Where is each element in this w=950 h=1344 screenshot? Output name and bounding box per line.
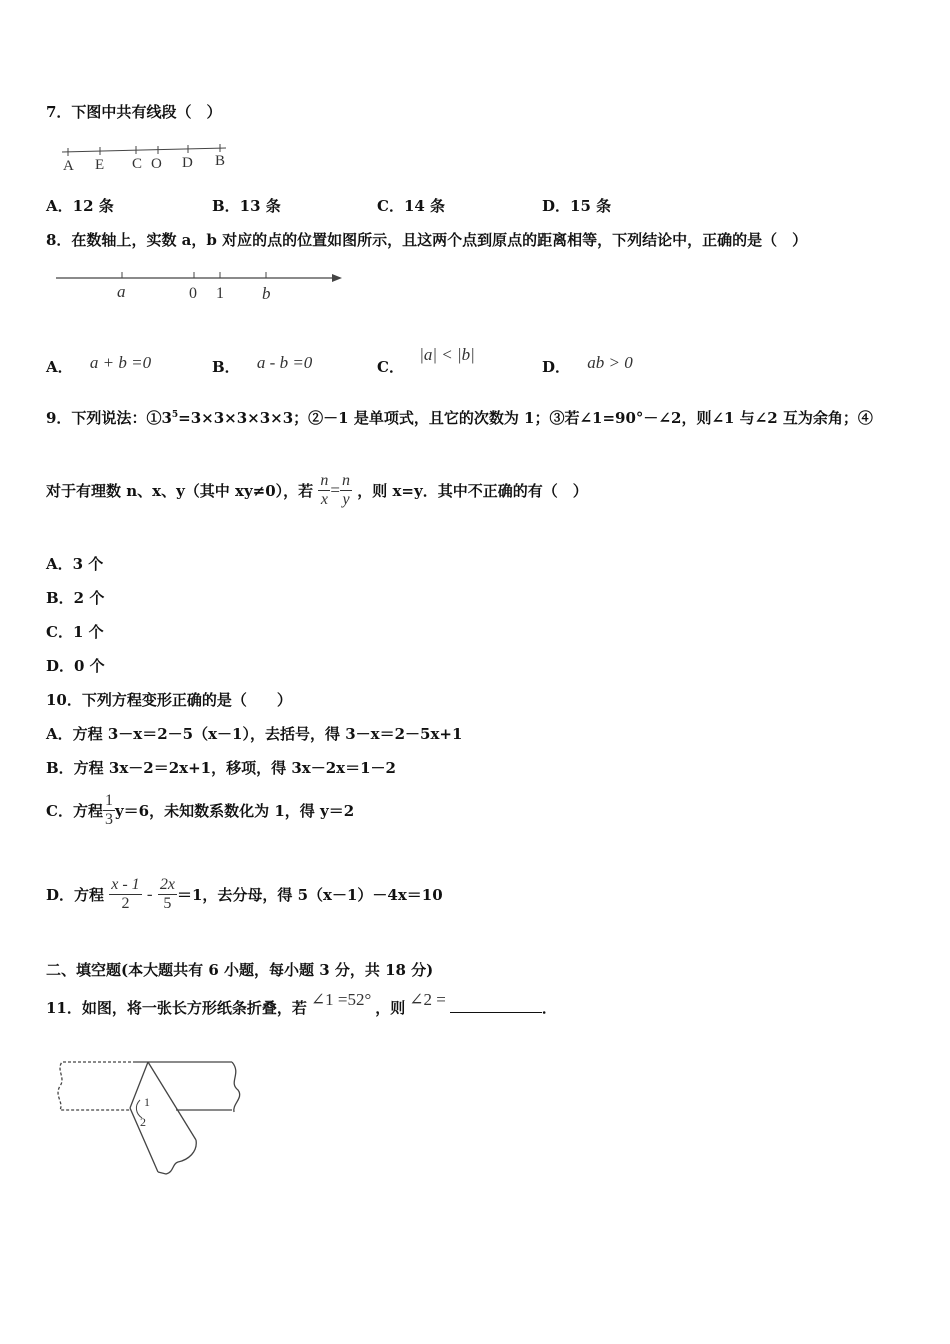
q8-option-b-expr: a - b =0 bbox=[256, 353, 313, 372]
q7-point-c: C bbox=[132, 156, 143, 172]
q10-option-a: A．方程 3－x＝2－5（x－1），去括号，得 3－x＝2－5x+1 bbox=[46, 725, 463, 743]
q10-option-c-b: y＝6，未知数系数化为 1，得 y＝2 bbox=[114, 802, 355, 820]
q8-option-d-expr: ab > 0 bbox=[587, 353, 633, 372]
q10-option-c-fraction bbox=[103, 792, 115, 829]
q11-angle1: ∠1 =52° bbox=[310, 990, 372, 1009]
q11-angle2: ∠2 = bbox=[409, 990, 446, 1009]
q8-label-a: a bbox=[117, 282, 126, 301]
q10-option-d-a: D．方程 bbox=[46, 886, 105, 904]
q9-stem-part1: 9．下列说法：①3 bbox=[46, 409, 172, 427]
q10-option-d-fraction1 bbox=[109, 876, 141, 913]
q8-option-a-expr: a + b =0 bbox=[89, 353, 152, 372]
q10-option-d bbox=[46, 876, 443, 913]
q7-segment-figure bbox=[58, 144, 238, 176]
q8-option-c-expr: |a| < |b| bbox=[419, 345, 475, 364]
q8-number-line bbox=[52, 266, 347, 306]
q7-option-a: A．12 条 bbox=[46, 197, 114, 215]
q8-option-d-label: D． bbox=[542, 358, 571, 376]
q9-option-d: D．0 个 bbox=[46, 657, 105, 675]
q9-fraction-n-over-x bbox=[318, 472, 330, 509]
q8-option-a bbox=[46, 353, 152, 377]
q9-stem-line1 bbox=[46, 407, 873, 428]
q9-option-c: C．1 个 bbox=[46, 623, 104, 641]
q9-equals: = bbox=[330, 480, 341, 500]
q7-option-c: C．14 条 bbox=[377, 197, 446, 215]
q7-point-a: A bbox=[63, 158, 74, 174]
q8-option-b-label: B． bbox=[212, 358, 240, 376]
q9-frac2-num: n bbox=[342, 472, 351, 489]
q9-stem-line2-b: ，则 x=y．其中不正确的有（ ） bbox=[357, 482, 588, 500]
q10-option-c-den: 3 bbox=[104, 811, 113, 828]
q9-stem-part2: =3×3×3×3×3；②－1 是单项式，且它的次数为 1；③若∠1=90°－∠2，则∠1 与∠2 互为余角；④ bbox=[178, 409, 873, 427]
q10-option-d-minus: - bbox=[146, 884, 153, 904]
q10-option-d-f1-num: x - 1 bbox=[111, 876, 140, 893]
q8-option-d bbox=[542, 353, 633, 377]
q9-option-a: A．3 个 bbox=[46, 555, 104, 573]
q7-point-d: D bbox=[182, 155, 193, 171]
q9-stem-line2-a: 对于有理数 n、x、y（其中 xy≠0），若 bbox=[46, 482, 314, 500]
q10-option-d-f2-num: 2x bbox=[159, 876, 175, 893]
q7-option-d: D．15 条 bbox=[542, 197, 612, 215]
q10-option-b: B．方程 3x－2＝2x+1，移项，得 3x－2x＝1－2 bbox=[46, 759, 396, 777]
q9-frac2-den: y bbox=[342, 491, 350, 508]
q8-label-b: b bbox=[262, 284, 271, 303]
q8-option-b bbox=[212, 353, 313, 377]
q9-stem-sup: 5 bbox=[171, 410, 179, 420]
q11-fig-label-2: 2 bbox=[140, 1115, 146, 1129]
q7-option-b: B．13 条 bbox=[212, 197, 281, 215]
q9-frac1-num: n bbox=[320, 472, 329, 489]
q10-option-d-b: ＝1，去分母，得 5（x－1）－4x＝10 bbox=[176, 886, 443, 904]
q11-stem-a: 11．如图，将一张长方形纸条折叠，若 bbox=[46, 999, 307, 1017]
q8-label-one: 1 bbox=[216, 285, 224, 302]
q10-option-d-f1-den: 2 bbox=[121, 895, 130, 912]
section2-title: 二、填空题(本大题共有 6 小题，每小题 3 分，共 18 分) bbox=[46, 961, 434, 979]
q11-stem-end: ． bbox=[541, 999, 557, 1017]
q8-label-zero: 0 bbox=[189, 285, 197, 302]
q9-option-b: B．2 个 bbox=[46, 589, 105, 607]
q10-option-c bbox=[46, 792, 354, 829]
q9-frac1-den: x bbox=[320, 491, 328, 508]
q10-stem: 10．下列方程变形正确的是（ ） bbox=[46, 691, 292, 709]
q11-stem-b: ，则 bbox=[375, 999, 406, 1017]
q11-answer-blank[interactable] bbox=[450, 998, 542, 1013]
q9-fraction-n-over-y bbox=[340, 472, 352, 509]
q11-folded-strip-figure bbox=[48, 1052, 248, 1182]
q8-option-c-label: C． bbox=[377, 358, 404, 376]
q10-option-c-a: C．方程 bbox=[46, 802, 103, 820]
q9-stem-line2 bbox=[46, 472, 588, 509]
q8-stem: 8．在数轴上，实数 a，b 对应的点的位置如图所示，且这两个点到原点的距离相等，下列结论中，正确的是（ ） bbox=[46, 231, 808, 249]
q10-option-c-num: 1 bbox=[104, 792, 113, 809]
q7-point-e: E bbox=[95, 157, 105, 173]
q8-option-c bbox=[377, 345, 475, 377]
q7-point-o: O bbox=[151, 156, 162, 172]
q10-option-d-fraction2 bbox=[158, 876, 177, 913]
q8-option-a-label: A． bbox=[46, 358, 73, 376]
q11-stem bbox=[46, 990, 557, 1018]
q11-fig-label-1: 1 bbox=[144, 1095, 150, 1109]
q10-option-d-f2-den: 5 bbox=[163, 895, 172, 912]
q7-point-b: B bbox=[215, 153, 226, 169]
q7-stem: 7．下图中共有线段（ ） bbox=[46, 103, 222, 121]
